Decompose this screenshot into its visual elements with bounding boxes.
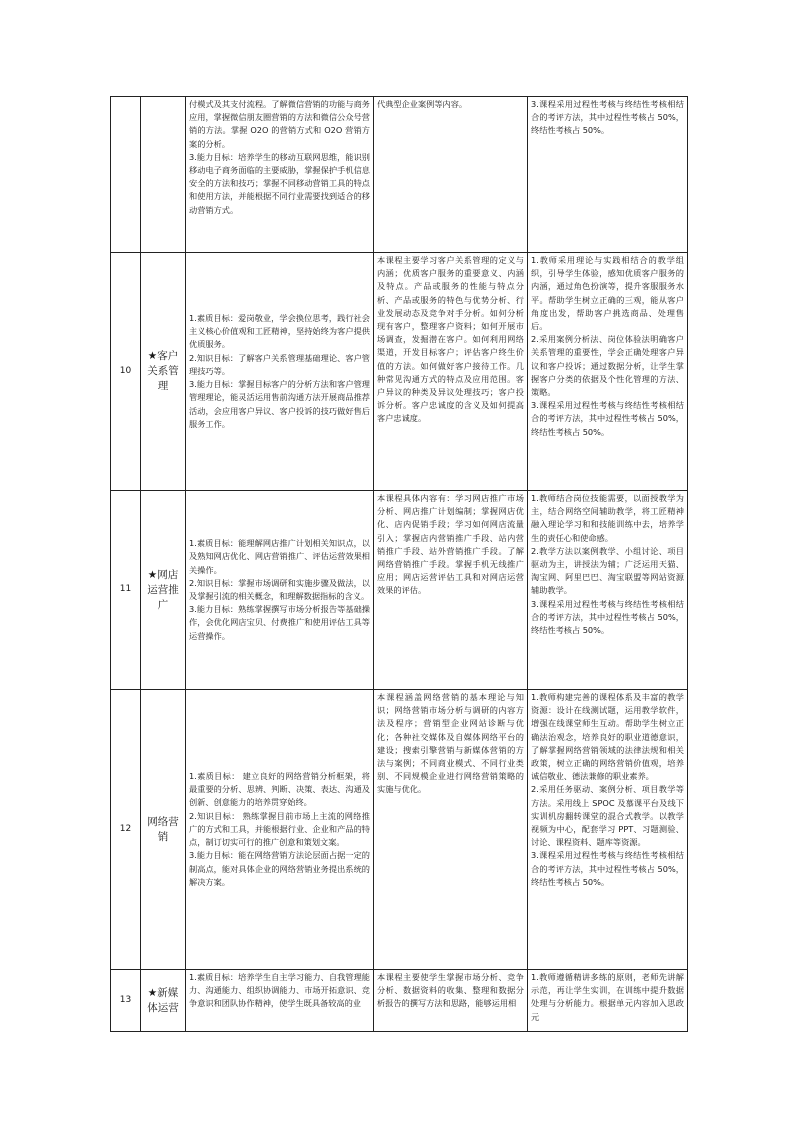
row-number: 10 bbox=[111, 253, 141, 491]
course-content bbox=[374, 97, 528, 253]
course-content-text: 本课程主要使学生掌握市场分析、竞争分析、数据资料的收集、整理和数据分析报告的撰写方法和思路，能够运用相 bbox=[377, 972, 524, 1009]
table-row bbox=[111, 970, 688, 1032]
row-number bbox=[111, 97, 141, 253]
row-number: 13 bbox=[111, 970, 141, 1032]
course-content bbox=[374, 970, 528, 1032]
course-content-text: 代典型企业案例等内容。 bbox=[377, 99, 468, 109]
teaching-requirements-text: 3.课程采用过程性考核与终结性考核相结合的考评方法，其中过程性考核占 50%，终结性考核占 50%。 bbox=[531, 99, 684, 136]
row-number: 12 bbox=[111, 690, 141, 970]
course-name bbox=[141, 97, 186, 253]
course-goals bbox=[186, 491, 374, 690]
course-content-text: 本课程主要学习客户关系管理的定义与内涵；优质客户服务的重要意义、内涵及特点。产品或服务的性能与特点分析、产品或服务的特色与优势分析、行业发展动态及竞争对手分析。如何分析现有客户，整理客户资料；如何开展市场调查，发掘潜在客户。如何利用网络渠道，开发目标客户；评估客户终生价值的方法。如何做好客户接待工作。几种常见沟通方式的特点及应用范围。客户异议的种类及异议处理技巧；客户投诉分析。客户忠诚度的含义及如何提高客户忠诚度。 bbox=[377, 255, 524, 424]
teaching-requirements bbox=[528, 690, 688, 970]
course-table bbox=[110, 96, 688, 1032]
teaching-requirements-text: 1.教师采用理论与实践相结合的教学组织，引导学生体验，感知优质客户服务的内涵，通过角色扮演等，提升客服服务水平。帮助学生树立正确的三观，能从客户角度出发，帮助客户挑选商品、处理售后。 2.采用案例分析法、岗位体验法明确客户关系管理的重要性，学会正确处理客户异议和客户投诉；通过数据分析，让学生掌握客户分类的依据及个性化管理的方法、策略。 3.课程采用过程性考核与终结性考核相结合的考评方法，其中过程性考核占 50%，终结性考核占 50%。 bbox=[531, 255, 684, 437]
teaching-requirements-text: 1.教师构建完善的课程体系及丰富的教学资源：设计在线测试题，运用教学软件，增强在线课堂师生互动。帮助学生树立正确法治观念，培养良好的职业道德意识，了解掌握网络营销领域的法律法规和相关政策，树立正确的网络营销价值观，培养诚信敬业、德法兼修的职业素养。 2.采用任务驱动、案例分析、项目教学等方法。采用线上 SPOC 及慕课平台及线下实训机房翻转课堂的混合式教学。以教学视频为中心，配套学习 PPT、习题测验、讨论、课程资料、题库等资源。 3.课程采用过程性考核与终结性考核相结合的考评方法，其中过程性考核占 50%，终结性考核占 50%。 bbox=[531, 692, 684, 887]
row-number: 11 bbox=[111, 491, 141, 690]
course-content bbox=[374, 253, 528, 491]
course-goals bbox=[186, 970, 374, 1032]
course-goals-text: 1.素质目标：培养学生自主学习能力、自我管理能力、沟通能力、组织协调能力、市场开拓意识、竞争意识和团队协作精神，使学生既具备较高的业 bbox=[189, 972, 370, 1009]
teaching-requirements-text: 1.教师遵循精讲多练的原则，老师先讲解示范，再让学生实训，在训练中提升数据处理与分析能力。根据单元内容加入思政元 bbox=[531, 972, 684, 1022]
teaching-requirements bbox=[528, 970, 688, 1032]
table-row bbox=[111, 253, 688, 491]
course-content-text: 本课程涵盖网络营销的基本理论与知识；网络营销市场分析与调研的内容方法及程序；营销型企业网站诊断与优化；各种社交媒体及自媒体网络平台的建设；搜索引擎营销与新媒体营销的方法与案例；不同商业模式、不同行业类别、不同规模企业进行网络营销策略的实施与优化。 bbox=[377, 692, 524, 795]
course-goals-text: 1.素质目标： 建立良好的网络营销分析框架，将最重要的分析、思辨、判断、决策、表达、沟通及创新、创意能力的培养贯穿始终。 2.知识目标： 熟练掌握目前市场上主流的网络推广的方式和工具，并能根据行业、企业和产品的特点，制订切实可行的推广创意和策划文案。 3.能力目标：能在网络营销方法论层面占据一定的制高点，能对具体企业的网络营销业务提出系统的解决方案。 bbox=[189, 771, 370, 887]
teaching-requirements-text: 1.教师结合岗位技能需要，以面授教学为主，结合网络空间辅助教学，将工匠精神融入理论学习和和技能训练中去，培养学生的责任心和使命感。 2.教学方法以案例教学、小组讨论、项目驱动为主，讲授法为辅；广泛运用天猫、淘宝网、阿里巴巴、淘宝联盟等网站资源辅助教学。 3.课程采用过程性考核与终结性考核相结合的考评方法，其中过程性考核占 50%，终结性考核占 50%。 bbox=[531, 493, 684, 636]
course-content bbox=[374, 690, 528, 970]
course-content-text: 本课程具体内容有：学习网店推广市场分析、网店推广计划编制；掌握网店优化、店内促销手段；学习如何网店流量引入；掌握店内营销推广手段、站内营销推广手段、站外营销推广手段。了解网络营销推广手段。掌握手机无线推广应用；网店运营评估工具和对网店运营效果的评估。 bbox=[377, 493, 524, 596]
table-row bbox=[111, 97, 688, 253]
course-goals-text: 付模式及其支付流程。了解微信营销的功能与商务应用，掌握微信朋友圈营销的方法和微信公众号营销的方法。掌握 O2O 的营销方式和 O2O 营销方案的分析。 3.能力目标：培养学生的移动互联网思维，能识别移动电子商务面临的主要威胁，掌握保护手机信息安全的方法和技巧；掌握不同移动营销工具的特点和使用方法，并能根据不同行业需要找到适合的移动营销方式。 bbox=[189, 99, 370, 215]
table-row bbox=[111, 690, 688, 970]
course-name: ★新媒体运营 bbox=[141, 970, 186, 1032]
course-name: ★客户关系管理 bbox=[141, 253, 186, 491]
teaching-requirements bbox=[528, 97, 688, 253]
course-goals bbox=[186, 690, 374, 970]
course-goals bbox=[186, 253, 374, 491]
course-goals-text: 1.素质目标：能理解网店推广计划相关知识点，以及熟知网店优化、网店营销推广、评估运营效果相关操作。 2.知识目标：掌握市场调研和实施步骤及做法，以及掌握引流的相关概念，和理解数据指标的含义。 3.能力目标：熟练掌握撰写市场分析报告等基础操作，会优化网店宝贝、付费推广和使用评估工具等运营操作。 bbox=[189, 538, 370, 641]
course-name: ★网店运营推广 bbox=[141, 491, 186, 690]
table-row bbox=[111, 491, 688, 690]
teaching-requirements bbox=[528, 253, 688, 491]
course-content bbox=[374, 491, 528, 690]
course-name: 网络营销 bbox=[141, 690, 186, 970]
teaching-requirements bbox=[528, 491, 688, 690]
course-goals bbox=[186, 97, 374, 253]
course-goals-text: 1.素质目标：爱岗敬业，学会换位思考，践行社会主义核心价值观和工匠精神，坚持始终为客户提供优质服务。 2.知识目标：了解客户关系管理基础理论、客户管理技巧等。 3.能力目标：掌握目标客户的分析方法和客户管理管理理论，能灵活运用售前沟通方法开展商品推荐活动，会应用客户异议、客户投诉的技巧做好售后服务工作。 bbox=[189, 313, 370, 429]
course-table-page bbox=[110, 96, 687, 1034]
